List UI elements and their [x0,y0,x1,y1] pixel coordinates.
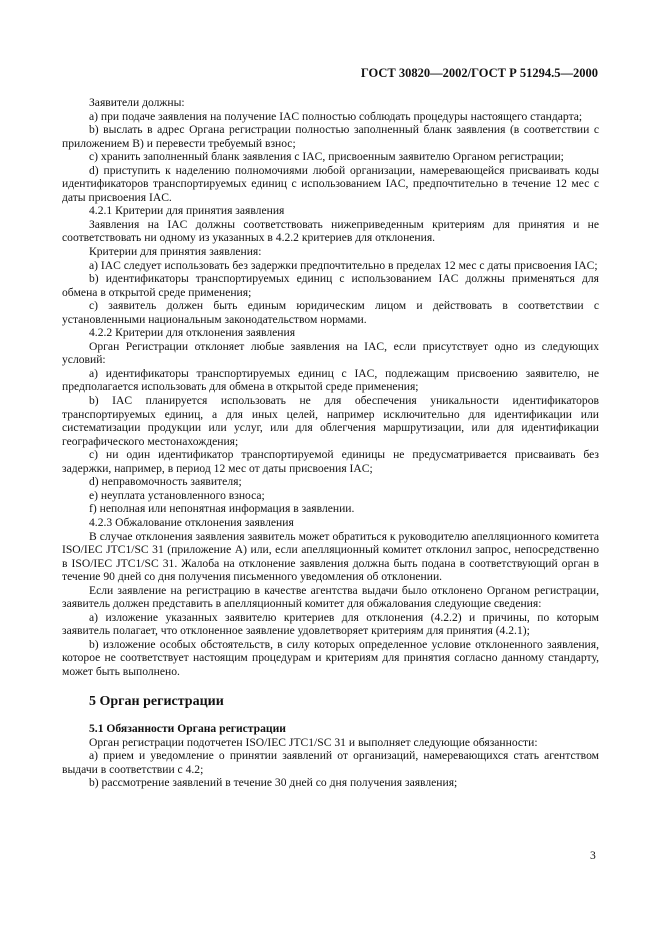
paragraph: Критерии для принятия заявления: [89,245,262,259]
document-body [62,96,599,790]
section-title: 5 Орган регистрации [89,693,224,709]
paragraph: c) заявитель должен быть единым юридическим лицом и действовать в соответствии с установленными национальным законодательством нормами. [62,299,599,326]
paragraph: b) IAC планируется использовать не для обеспечения уникальности идентификаторов транспортируемых единиц, а для иных целей, например исключительно для идентификации или систематизации продукции или услуг, или для облегчения маршрутизации, или для идентификации географического местонахождения; [62,394,599,448]
paragraph: e) неуплата установленного взноса; [89,488,265,502]
paragraph: a) идентификаторы транспортируемых единиц с IAC, подлежащим присвоению заявителю, не предполагается использовать для обмена в открытой среде применения; [62,366,599,394]
paragraph: f) неполная или непонятная информация в заявлении. [89,502,355,516]
paragraph: Заявители должны: [89,96,185,109]
paragraph: Орган Регистрации отклоняет любые заявления на IAC, если присутствует одно из следующих условий: [62,339,599,367]
paragraph: b) изложение особых обстоятельств, в силу которых определенное условие отклоненного заявления, которое не соответствует настоящим процедурам и критериям для принятия согласно данному стандарту, может быть выполнено. [62,637,599,678]
page-number: 3 [590,849,596,862]
paragraph: В случае отклонения заявления заявитель может обратиться к руководителю апелляционного комитета ISO/IEC JTC1/SC 31 (приложение А) или, если апелляционный комитет отклонил запрос, непосредственно в ISO/IEC JTC1/SC 31. Жалоба на отклонение заявления должна быть подана в соответствующий орган в течение 90 дней со дня получения письменного уведомления об отклонении. [62,529,599,584]
paragraph: Заявления на IAC должны соответствовать нижеприведенным критериям для принятия и не соответствовать ни одному из указанных в 4.2.2 критериев для отклонения. [62,217,599,245]
paragraph: d) приступить к наделению полномочиями любой организации, намеревающейся присваивать коды идентификаторов транспортируемых единиц с использованием IAC, предпочтительно в течение 12 мес с даты присвоения IAC. [62,163,599,204]
paragraph: a) IAC следует использовать без задержки предпочтительно в пределах 12 мес с даты присвоения IAC; [89,258,598,272]
paragraph: b) рассмотрение заявлений в течение 30 дней со дня получения заявления; [89,776,458,790]
paragraph: b) выслать в адрес Органа регистрации полностью заполненный бланк заявления (в соответствии с приложением В) и перевести требуемый взнос; [62,123,599,150]
paragraph: Если заявление на регистрацию в качестве агентства выдачи было отклонено Органом регистрации, заявитель должен представить в апелляционный комитет для обжалования следующие сведения: [62,583,599,611]
paragraph: a) при подаче заявления на получение IAC полностью соблюдать процедуры настоящего стандарта; [89,109,583,123]
clause-heading: 4.2.2 Критерии для отклонения заявления [89,326,296,340]
paragraph: b) идентификаторы транспортируемых единиц с использованием IAC должны применяться для обмена в открытой среде применения; [62,272,599,299]
paragraph: a) изложение указанных заявителю критериев для отклонения (4.2.2) и причины, по которым заявитель полагает, что отклоненное заявление удовлетворяет критериям для принятия (4.2.1); [62,610,599,638]
paragraph: c) хранить заполненный бланк заявления с IAC, присвоенным заявителю Органом регистрации; [89,150,564,164]
paragraph: c) ни один идентификатор транспортируемой единицы не предусматривается присваивать без задержки, например, в период 12 мес от даты присвоения IAC; [62,448,599,475]
document-header: ГОСТ 30820—2002/ГОСТ Р 51294.5—2000 [360,66,598,80]
subsection-title: 5.1 Обязанности Органа регистрации [89,722,286,736]
clause-heading: 4.2.1 Критерии для принятия заявления [89,204,285,218]
clause-heading: 4.2.3 Обжалование отклонения заявления [89,515,294,529]
paragraph: d) неправомочность заявителя; [89,475,242,489]
paragraph: Орган регистрации подотчетен ISO/IEC JTC1/SC 31 и выполняет следующие обязанности: [89,735,538,749]
paragraph: a) прием и уведомление о принятии заявлений от организаций, намеревающихся стать агентством выдачи в соответствии с 4.2; [62,749,599,776]
